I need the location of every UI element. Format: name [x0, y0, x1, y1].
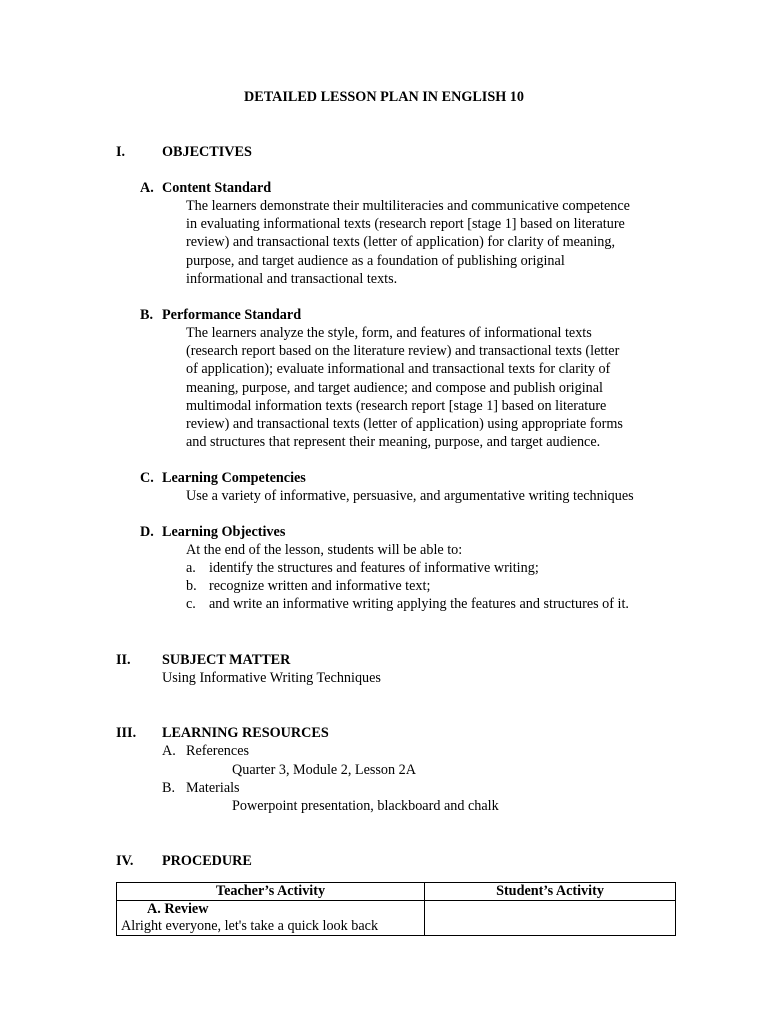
paragraph-line: review) and transactional texts (letter of application) for clarity of meaning, [186, 234, 615, 251]
performance-standard-paragraph [186, 324, 686, 451]
section-numeral-learning-resources: III. [116, 725, 137, 741]
teacher-activity-header: Teacher’s Activity [117, 883, 425, 901]
objective-item: and write an informative writing applying the features and structures of it. [209, 596, 629, 612]
references-letter: A. [162, 743, 176, 759]
references-value: Quarter 3, Module 2, Lesson 2A [232, 762, 417, 778]
materials-label: Materials [186, 780, 240, 796]
materials-letter: B. [162, 780, 176, 796]
performance-standard-heading: Performance Standard [162, 307, 302, 323]
learning-objectives-heading: Learning Objectives [162, 524, 286, 540]
learning-competencies-letter: C. [140, 470, 154, 486]
review-heading: A. Review [147, 901, 209, 917]
objective-item: recognize written and informative text; [209, 578, 431, 594]
section-heading-subject-matter: SUBJECT MATTER [162, 652, 291, 668]
paragraph-line: (research report based on the literature review) and transactional texts (letter [186, 343, 620, 360]
paragraph-line: meaning, purpose, and target audience; and compose and publish original [186, 379, 603, 396]
content-standard-letter: A. [140, 180, 154, 196]
learning-objectives-intro: At the end of the lesson, students will be able to: [186, 542, 463, 558]
paragraph-line: The learners analyze the style, form, and features of informational texts [186, 325, 592, 341]
paragraph-line: informational and transactional texts. [186, 270, 398, 287]
content-standard-paragraph [186, 197, 686, 288]
paragraph-line: in evaluating informational texts (research report [stage 1] based on literature [186, 216, 625, 233]
objective-marker: a. [186, 560, 196, 576]
paragraph-line: review) and transactional texts (letter of application) using appropriate forms [186, 416, 623, 433]
review-text: Alright everyone, let's take a quick look back [121, 918, 379, 934]
student-activity-cell [425, 901, 676, 936]
learning-objectives-letter: D. [140, 524, 154, 540]
section-heading-objectives: OBJECTIVES [162, 144, 252, 160]
procedure-table [116, 882, 676, 936]
paragraph-line: of application); evaluate informational and transactional texts for clarity of [186, 361, 611, 378]
objective-marker: c. [186, 596, 196, 612]
subject-matter-text: Using Informative Writing Techniques [162, 670, 381, 686]
page-title: DETAILED LESSON PLAN IN ENGLISH 10 [243, 89, 524, 105]
section-numeral-objectives: I. [116, 144, 126, 160]
section-heading-learning-resources: LEARNING RESOURCES [162, 725, 329, 741]
references-label: References [186, 743, 250, 759]
section-numeral-procedure: IV. [116, 853, 134, 869]
section-numeral-subject-matter: II. [116, 652, 131, 668]
section-heading-procedure: PROCEDURE [162, 853, 252, 869]
table-row [117, 901, 676, 936]
learning-competencies-heading: Learning Competencies [162, 470, 306, 486]
student-activity-header: Student’s Activity [425, 883, 676, 901]
paragraph-line: purpose, and target audience as a foundation of publishing original [186, 252, 565, 269]
paragraph-line: and structures that represent their meaning, purpose, and target audience. [186, 434, 601, 451]
objective-item: identify the structures and features of informative writing; [209, 560, 539, 576]
paragraph-line: The learners demonstrate their multiliteracies and communicative competence [186, 198, 630, 214]
materials-value: Powerpoint presentation, blackboard and chalk [232, 798, 499, 814]
paragraph-line: multimodal information texts (research report [stage 1] based on literature [186, 397, 607, 414]
table-header-row [117, 883, 676, 901]
content-standard-heading: Content Standard [162, 180, 272, 196]
objective-marker: b. [186, 578, 197, 594]
learning-competencies-text: Use a variety of informative, persuasive, and argumentative writing techniques [186, 488, 634, 504]
teacher-activity-cell [117, 901, 425, 936]
performance-standard-letter: B. [140, 307, 154, 323]
